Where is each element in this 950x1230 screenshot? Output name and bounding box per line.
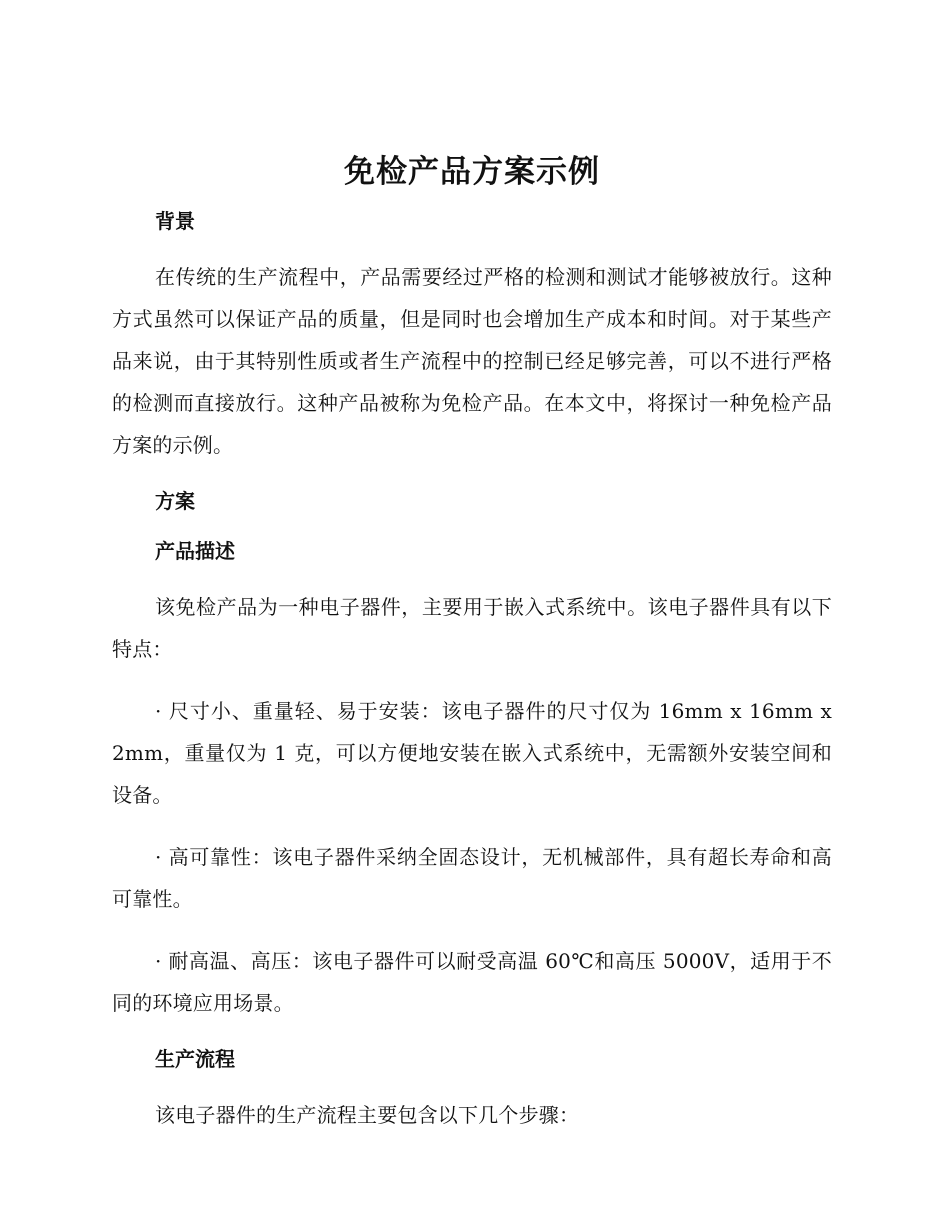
feature-item-size-weight: · 尺寸小、重量轻、易于安装：该电子器件的尺寸仅为 16mm x 16mm x 2mm，重量仅为 1 克，可以方便地安装在嵌入式系统中，无需额外安装空间和设备。 (112, 699, 832, 807)
feature-item-temperature-voltage: · 耐高温、高压：该电子器件可以耐受高温 60℃和高压 5000V，适用于不同的环境应用场景。 (112, 949, 832, 1015)
background-paragraph: 在传统的生产流程中，产品需要经过严格的检测和测试才能够被放行。这种方式虽然可以保证产品的质量，但是同时也会增加生产成本和时间。对于某些产品来说，由于其特别性质或者生产流程中的控制已经足够完善，可以不进行严格的检测而直接放行。这种产品被称为免检产品。在本文中，将探讨一种免检产品方案的示例。 (112, 265, 832, 457)
document-content (112, 148, 832, 1156)
feature-item-reliability: · 高可靠性：该电子器件采纳全固态设计，无机械部件，具有超长寿命和高可靠性。 (112, 845, 832, 911)
section-heading-plan: 方案 (155, 489, 195, 513)
production-process-paragraph: 该电子器件的生产流程主要包含以下几个步骤： (155, 1103, 580, 1127)
product-description-paragraph: 该免检产品为一种电子器件，主要用于嵌入式系统中。该电子器件具有以下特点： (112, 595, 832, 661)
section-heading-production-process: 生产流程 (155, 1047, 235, 1071)
section-heading-background: 背景 (155, 209, 195, 233)
section-heading-product-description: 产品描述 (155, 539, 235, 563)
document-title: 免检产品方案示例 (344, 154, 600, 190)
